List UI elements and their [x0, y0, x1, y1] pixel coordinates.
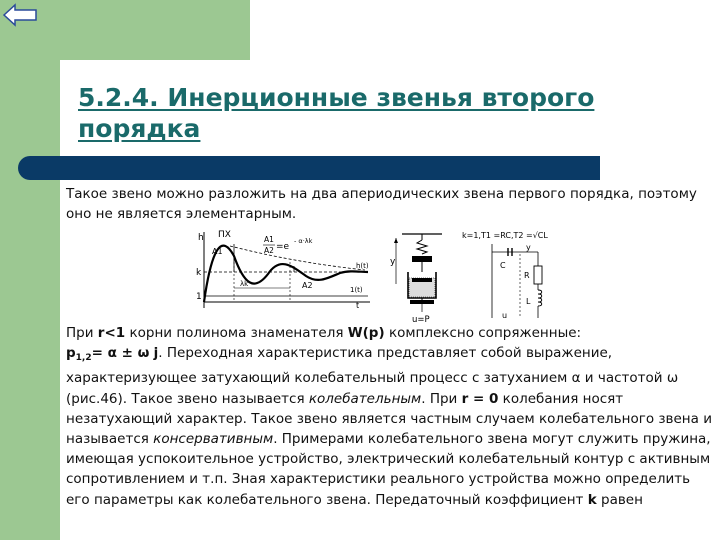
graph-one-label: 1 — [196, 292, 202, 302]
transient-response-graph — [196, 230, 370, 310]
spring-y-label: y — [390, 257, 396, 267]
graph-a1-label: A1 — [212, 247, 223, 256]
graph-t-label: t — [356, 301, 360, 310]
lambda-k-label: λk — [240, 280, 249, 288]
body-text-s18: равен — [596, 491, 643, 508]
body-text-s11: колебательным — [308, 390, 422, 407]
body-text-s17: k — [587, 491, 597, 508]
body-text-s1: При — [66, 325, 98, 341]
body-text-s10: . Переходная характеристика представляет собой выражение, характеризующее затухающий колебательный процесс с затуханием α и частотой ω (рис.46). Такое звено называется — [66, 345, 679, 407]
circuit-c-label: C — [500, 261, 506, 270]
green-side-band — [0, 0, 60, 540]
body-text-s6: p — [66, 345, 76, 362]
circuit-head-label: k=1,T1 =RC,T2 =√CL — [462, 231, 548, 240]
graph-a2-label: A2 — [302, 281, 313, 290]
graph-px-label: ПХ — [218, 230, 231, 240]
body-text-s9: j — [153, 345, 159, 362]
body-text-s8: = α ± ω — [91, 345, 150, 362]
graph-ht-label: h(t) — [356, 262, 369, 270]
body-text-s15: консервативным — [153, 431, 274, 448]
body-text-s7: 1,2 — [75, 353, 92, 364]
spring-u-label: u=P — [412, 315, 430, 325]
body-text-s3: корни полинома знаменателя — [125, 325, 348, 341]
title-divider-bar — [18, 156, 600, 180]
formula-exp-label: - α·λk — [294, 237, 313, 245]
rlc-circuit-diagram — [462, 231, 548, 320]
intro-paragraph: Такое звено можно разложить на два апериодических звена первого порядка, поэтому оно не является элементарным. — [66, 186, 697, 222]
body-text-s14: колебания носят незатухающий характер. Такое звено является частным случаем колебательного звена и называется — [66, 390, 712, 448]
formula-label: =e — [276, 242, 290, 252]
body-text-s16: . Примерами колебательного звена могут служить пружина, имеющая успокоительное устройство, электрический колебательный контур с активным сопротивлением и т.п. Зная характеристики реального устройства можно определить его параметры как колебательного звена. Передаточный коэффициент — [66, 431, 711, 508]
body-text-s2: r<1 — [97, 325, 126, 341]
slide-title: 5.2.4. Инерционные звенья второго порядка — [78, 83, 595, 143]
body-text-s4: W(p) — [347, 325, 385, 341]
graph-k-label: k — [196, 268, 202, 278]
circuit-u-label: u — [502, 311, 508, 320]
body-paragraph — [66, 323, 712, 510]
body-text-s13: r = 0 — [461, 390, 499, 407]
figure-46 — [190, 226, 580, 326]
body-text-s12: . При — [421, 390, 462, 407]
ratio-a2-label: A2 — [264, 246, 274, 255]
body-text-s5: комплексно сопряженные: — [384, 325, 582, 341]
circuit-y-label: y — [526, 243, 531, 252]
ratio-a1-label: A1 — [264, 235, 274, 244]
graph-h-label: h — [198, 233, 204, 243]
graph-1t-label: 1(t) — [350, 286, 363, 294]
spring-damper-diagram — [390, 234, 442, 325]
circuit-l-label: L — [526, 297, 531, 306]
back-arrow-icon[interactable] — [2, 2, 38, 28]
circuit-r-label: R — [524, 271, 530, 280]
